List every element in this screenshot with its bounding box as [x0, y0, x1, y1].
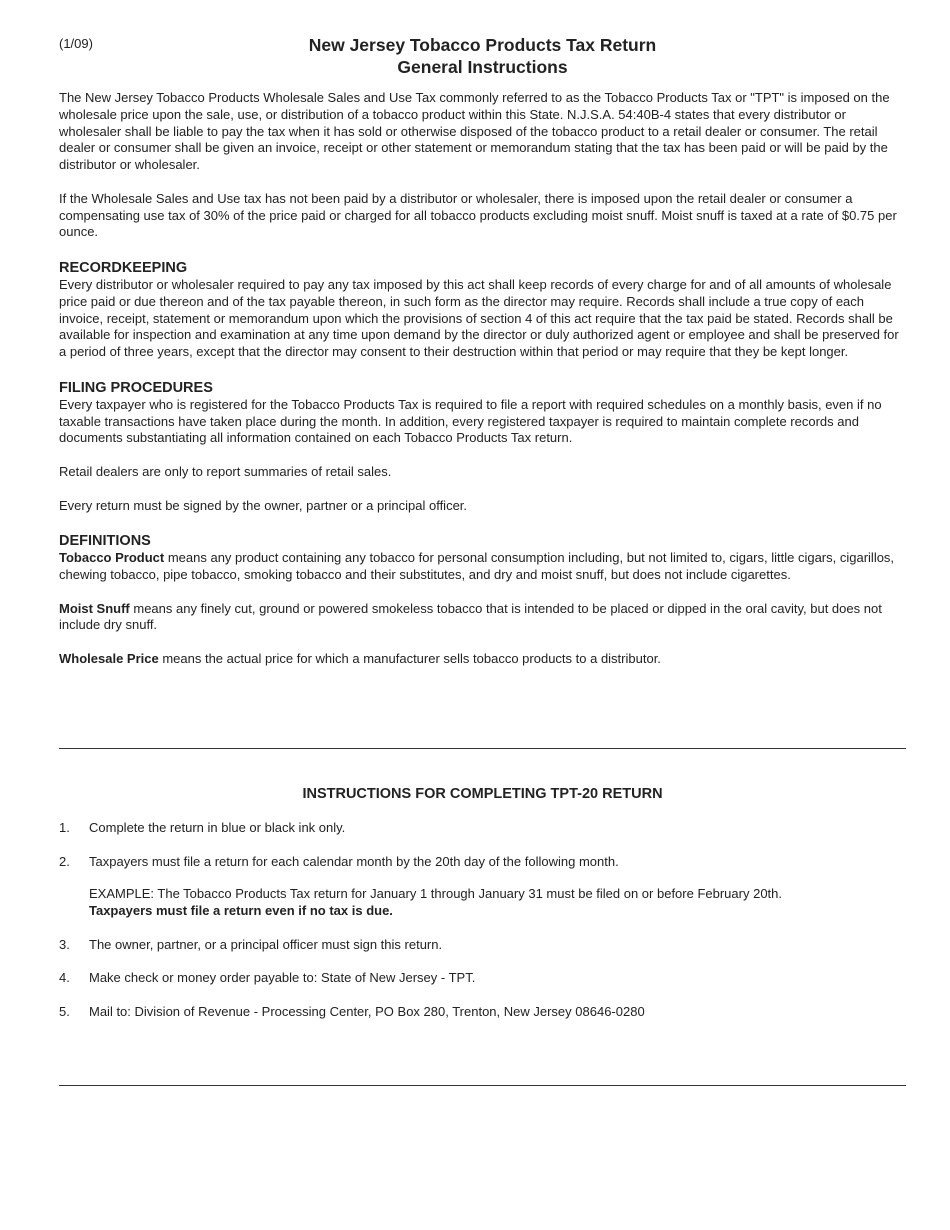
title-line-2: General Instructions: [397, 57, 568, 77]
page-title: [59, 34, 906, 78]
step-number: 3.: [59, 936, 70, 952]
step-number: 5.: [59, 1003, 70, 1019]
instruction-example: [59, 886, 906, 920]
step-number: 2.: [59, 853, 70, 869]
filing-paragraph-2: Retail dealers are only to report summaries of retail sales.: [59, 463, 392, 479]
revision-date: (1/09): [59, 36, 93, 51]
filing-procedures-heading: FILING PROCEDURES: [59, 379, 213, 396]
step-text: Mail to: Division of Revenue - Processing Center, PO Box 280, Trenton, New Jersey 08646-0280: [89, 1003, 645, 1019]
bottom-divider: [59, 1085, 906, 1086]
section-divider: [59, 748, 906, 749]
definition-tobacco-product: [59, 550, 906, 584]
instructions-heading: INSTRUCTIONS FOR COMPLETING TPT-20 RETURN: [302, 786, 663, 802]
step-text: Complete the return in blue or black ink only.: [89, 820, 346, 835]
definition-text: means any product containing any tobacco for personal consumption including, but not limited to, cigars, little cigars, cigarillos, chewing tobacco, pipe tobacco, smoking tobacco and their substitutes, and dry and moist snuff, but does not include cigarettes.: [59, 550, 895, 582]
definition-term: Wholesale Price: [59, 650, 159, 666]
instruction-step-3: [59, 937, 906, 954]
instruction-step-5: [59, 1004, 906, 1021]
example-text: EXAMPLE: The Tobacco Products Tax return for January 1 through January 31 must be filed on or before February 20th.: [89, 886, 782, 902]
recordkeeping-body: Every distributor or wholesaler required to pay any tax imposed by this act shall keep records of every charge for and of all amounts of wholesale price paid or due thereon and of the tax payable thereon, in such form as the director may require. Records shall include a true copy of each invoice, receipt, statement or memorandum upon which the provisions of section 4 of this act require that the tax paid be stated. Records shall be available for inspection and examination at any time upon demand by the director or duly authorized agent or employee and shall be preserved for a period of three years, except that the director may consent to their destruction within that period or may require that they be kept longer.: [59, 276, 899, 360]
filing-paragraph-1: Every taxpayer who is registered for the Tobacco Products Tax is required to file a report with required schedules on a monthly basis, even if no taxable transactions have taken place during the month. In addition, every registered taxpayer is required to maintain complete records and documents substantiating all information contained on each Tobacco Products Tax return.: [59, 396, 882, 446]
step-text: Make check or money order payable to: State of New Jersey - TPT.: [89, 970, 476, 986]
definition-term: Moist Snuff: [59, 600, 130, 616]
definition-term: Tobacco Product: [59, 550, 165, 566]
step-text: The owner, partner, or a principal officer must sign this return.: [89, 936, 443, 952]
step-number: 1.: [59, 820, 70, 835]
step-text: Taxpayers must file a return for each calendar month by the 20th day of the following month.: [89, 853, 619, 869]
title-line-1: New Jersey Tobacco Products Tax Return: [308, 35, 657, 55]
definition-moist-snuff: [59, 601, 906, 635]
instruction-step-4: [59, 970, 906, 987]
definition-text: means any finely cut, ground or powered smokeless tobacco that is intended to be placed or dipped in the oral cavity, but does not include dry snuff.: [59, 600, 882, 633]
filing-paragraph-3: Every return must be signed by the owner, partner or a principal officer.: [59, 497, 468, 513]
instruction-step-2: [59, 854, 906, 871]
instruction-step-1: [59, 820, 906, 837]
instruction-steps: [59, 820, 906, 1037]
definition-wholesale-price: [59, 651, 906, 668]
intro-paragraph-2: If the Wholesale Sales and Use tax has not been paid by a distributor or wholesaler, there is imposed upon the retail dealer or consumer a compensating use tax of 30% of the price paid or charged for all tobacco products excluding moist snuff. Moist snuff is taxed at a rate of $0.75 per ounce.: [59, 190, 897, 240]
definitions-heading: DEFINITIONS: [59, 533, 151, 550]
intro-paragraph-1: The New Jersey Tobacco Products Wholesale Sales and Use Tax commonly referred to as the Tobacco Products Tax or "TPT" is imposed on the wholesale price upon the sale, use, or distribution of a tobacco product within this State. N.J.S.A. 54:40B-4 states that every distributor or wholesaler shall be liable to pay the tax when it has sold or otherwise disposed of the tobacco product to a retail dealer or consumer. The retail dealer or consumer shall be given an invoice, receipt or other statement or memorandum stating that the tax has been paid or will be paid by the distributor or wholesaler.: [59, 90, 890, 173]
general-instructions-page: [59, 34, 906, 668]
example-bold-note: Taxpayers must file a return even if no tax is due.: [89, 902, 393, 918]
step-number: 4.: [59, 970, 70, 986]
definition-text: means the actual price for which a manufacturer sells tobacco products to a distributor.: [158, 650, 661, 666]
recordkeeping-heading: RECORDKEEPING: [59, 259, 188, 276]
